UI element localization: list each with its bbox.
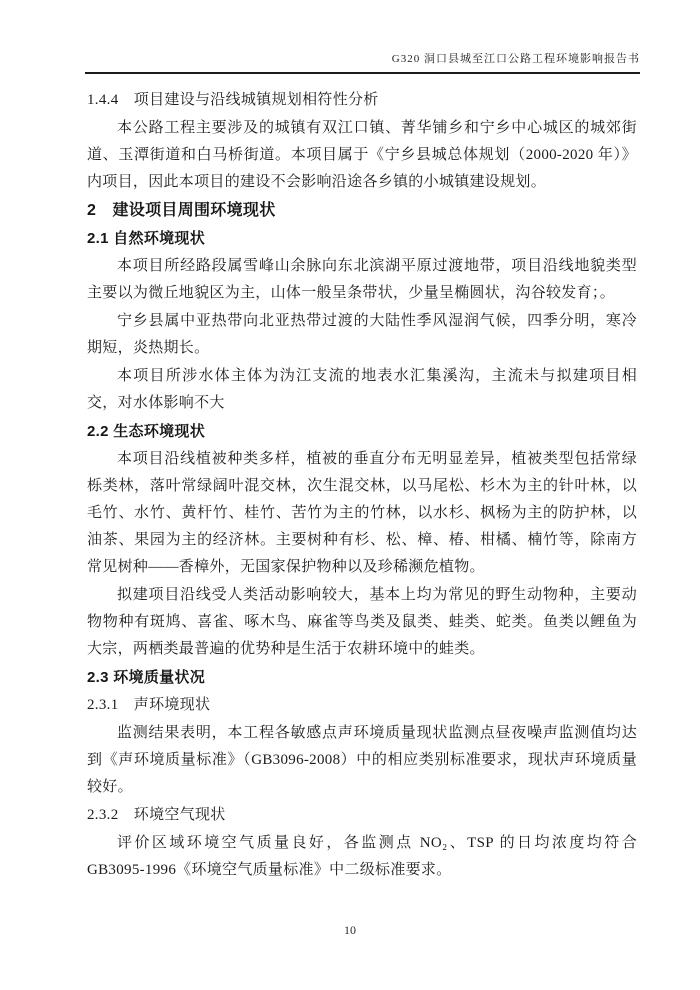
page-number: 10 <box>344 923 356 937</box>
paragraph: 本项目所涉水体主体为沩江支流的地表水汇集溪沟，主流未与拟建项目相交，对水体影响不大 <box>87 368 637 411</box>
document-body <box>87 87 637 884</box>
paragraph: 拟建项目沿线受人类活动影响较大，基本上均为常见的野生动物种，主要动物物种有斑鸠、喜雀、啄木鸟、麻雀等鸟类及鼠类、蛙类、蛇类。鱼类以鲤鱼为大宗，两栖类最普遍的优势种是生活于农耕环境中的蛙类。 <box>87 587 637 657</box>
subsubsection-heading: 1.4.4 项目建设与沿线城镇规划相符性分析 <box>87 92 379 108</box>
subsection-heading: 2.3 环境质量状况 <box>87 669 206 686</box>
subsubsection-heading: 2.3.2 环境空气现状 <box>87 807 226 823</box>
paragraph: 评价区域环境空气质量良好，各监测点 NO₂、TSP 的日均浓度均符合 GB3095-1996《环境空气质量标准》中二级标准要求。 <box>87 835 637 878</box>
subsection-heading: 2.2 生态环境现状 <box>87 423 206 440</box>
subsubsection-heading: 2.3.1 声环境现状 <box>87 697 211 713</box>
subsection-heading: 2.1 自然环境现状 <box>87 230 206 247</box>
section-heading: 2 建设项目周围环境现状 <box>87 202 276 219</box>
paragraph: 监测结果表明，本工程各敏感点声环境质量现状监测点昼夜噪声监测值均达到《声环境质量标准》（GB3096-2008）中的相应类别标准要求，现状声环境质量较好。 <box>87 725 637 795</box>
page-header-title: G320 洞口县城至江口公路工程环境影响报告书 <box>85 52 640 74</box>
paragraph: 本项目沿线植被种类多样，植被的垂直分布无明显差异，植被类型包括常绿栎类林，落叶常绿阔叶混交林，次生混交林，以马尾松、杉木为主的针叶林，以毛竹、水竹、黄杆竹、桂竹、苦竹为主的竹林，以水杉、枫杨为主的防护林，以油茶、果园为主的经济林。主要树种有杉、松、樟、椿、柑橘、楠竹等，除南方常见树种——香樟外，无国家保护物种以及珍稀濒危植物。 <box>87 451 637 575</box>
paragraph: 本项目所经路段属雪峰山余脉向东北滨湖平原过渡地带，项目沿线地貌类型主要以为微丘地貌区为主，山体一般呈条带状，少量呈椭圆状，沟谷较发育；。 <box>87 258 637 301</box>
paragraph: 本公路工程主要涉及的城镇有双江口镇、菁华铺乡和宁乡中心城区的城郊街道、玉潭街道和白马桥街道。本项目属于《宁乡县城总体规划（2000-2020 年）》内项目，因此本项目的建设不会影响沿途各乡镇的小城镇建设规划。 <box>87 120 637 190</box>
paragraph: 宁乡县属中亚热带向北亚热带过渡的大陆性季风湿润气候，四季分明，寒冷期短，炎热期长。 <box>87 313 637 356</box>
